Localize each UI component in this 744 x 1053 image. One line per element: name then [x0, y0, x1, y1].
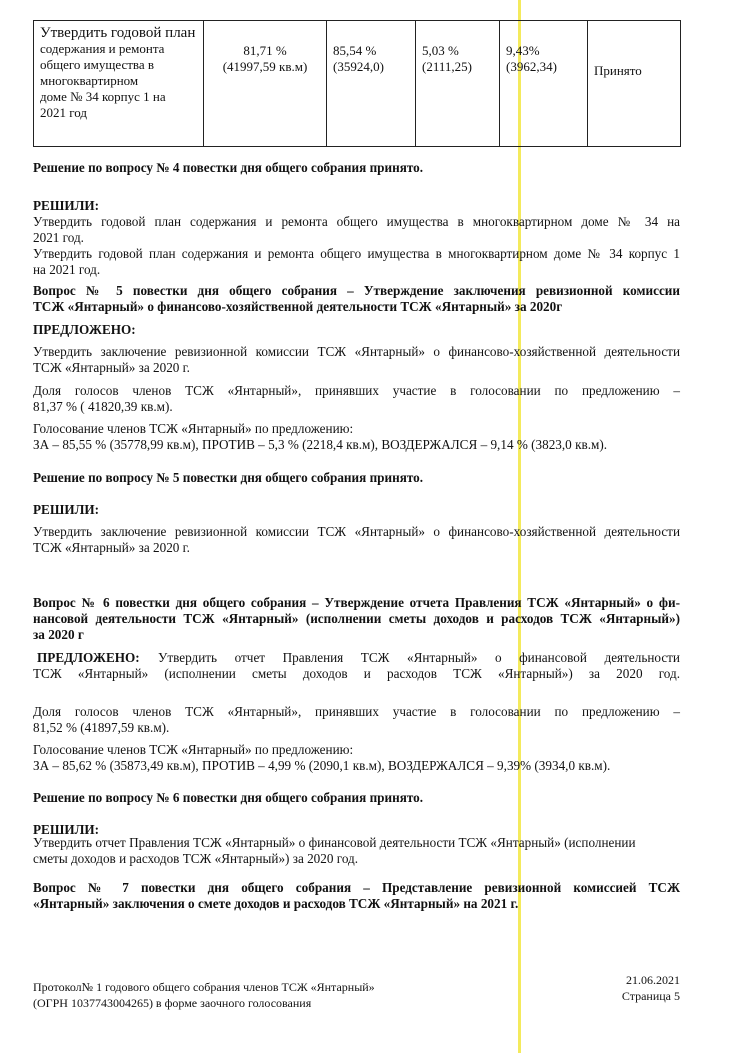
abstained-percent: 9,43% [506, 43, 540, 58]
participated-cell [204, 21, 327, 147]
q6-proposed-line: ТСЖ «Янтарный» (исполнении сметы доходов и расходов ТСЖ «Янтарный») за 2020 год. [33, 666, 680, 681]
question-line: многоквартирном [40, 73, 139, 88]
footer-ogrn: (ОГРН 1037743004265) в форме заочного голосования [33, 996, 312, 1010]
q5-resolved-line: Утвердить заключение ревизионной комиссии ТСЖ «Янтарный» о финансово-хозяйственной деятельности [33, 524, 680, 539]
q5-resolved-line: ТСЖ «Янтарный» за 2020 г. [33, 540, 190, 555]
for-cell [327, 21, 416, 147]
for-area: (35924,0) [333, 59, 384, 74]
q5-share-line: 81,37 % ( 41820,39 кв.м). [33, 399, 173, 414]
q4-resolved-line: Утвердить годовой план содержания и ремонта общего имущества в многоквартирном доме № 34 корпус 1 [33, 246, 680, 261]
abstained-area: (3962,34) [506, 59, 557, 74]
q5-vote-line: Голосование членов ТСЖ «Янтарный» по предложению: [33, 421, 354, 436]
q4-resolved-line: на 2021 год. [33, 262, 101, 277]
question-line: общего имущества в [40, 57, 155, 72]
q6-resolved-line: сметы доходов и расходов ТСЖ «Янтарный») за 2020 год. [33, 851, 359, 866]
footer-date: 21.06.2021 [626, 973, 680, 987]
voting-results-table [33, 20, 681, 147]
participated-percent: 81,71 % [243, 43, 287, 58]
q4-resolved-label: РЕШИЛИ: [33, 198, 100, 213]
question-line: 2021 год [40, 105, 87, 120]
q5-decision: Решение по вопросу № 5 повестки дня общего собрания принято. [33, 470, 424, 485]
table-row [34, 21, 681, 147]
abstained-cell [500, 21, 588, 147]
result-cell [588, 21, 681, 147]
q5-resolved-label: РЕШИЛИ: [33, 502, 100, 517]
q6-heading: Вопрос № 6 повестки дня общего собрания – Утверждение отчета Правления ТСЖ «Янтарный» о фи- [33, 595, 680, 610]
q6-decision: Решение по вопросу № 6 повестки дня общего собрания принято. [33, 790, 424, 805]
against-percent: 5,03 % [422, 43, 459, 58]
question-cell [34, 21, 204, 147]
q4-resolved-line: 2021 год. [33, 230, 84, 245]
q6-share-line: Доля голосов членов ТСЖ «Янтарный», принявших участие в голосовании по предложению – [33, 704, 680, 719]
for-percent: 85,54 % [333, 43, 377, 58]
q5-proposed-line: Утвердить заключение ревизионной комиссии ТСЖ «Янтарный» о финансово-хозяйственной деятельности [33, 344, 680, 359]
q5-vote-line: ЗА – 85,55 % (35778,99 кв.м), ПРОТИВ – 5,3 % (2218,4 кв.м), ВОЗДЕРЖАЛСЯ – 9,14 % (3823,0 кв.м). [33, 437, 608, 452]
q7-heading: Вопрос № 7 повестки дня общего собрания – Представление ревизионной комиссией ТСЖ [33, 880, 680, 895]
q5-heading: Вопрос № 5 повестки дня общего собрания – Утверждение заключения ревизионной комиссии [33, 283, 680, 298]
q6-resolved-line: Утвердить отчет Правления ТСЖ «Янтарный» о финансовой деятельности ТСЖ «Янтарный» (исполнении [33, 835, 636, 850]
q4-decision: Решение по вопросу № 4 повестки дня общего собрания принято. [33, 160, 424, 175]
q5-share-line: Доля голосов членов ТСЖ «Янтарный», принявших участие в голосовании по предложению – [33, 383, 680, 398]
q6-proposed-label: ПРЕДЛОЖЕНО: [37, 650, 140, 665]
q5-heading: ТСЖ «Янтарный» о финансово-хозяйственной деятельности ТСЖ «Янтарный» за 2020г [33, 299, 563, 314]
question-line: содержания и ремонта [40, 41, 165, 56]
q6-vote-line: ЗА – 85,62 % (35873,49 кв.м), ПРОТИВ – 4,99 % (2090,1 кв.м), ВОЗДЕРЖАЛСЯ – 9,39% (3934,0 кв.м). [33, 758, 611, 773]
q5-proposed-label: ПРЕДЛОЖЕНО: [33, 322, 136, 337]
q7-heading: «Янтарный» заключения о смете доходов и расходов ТСЖ «Янтарный» на 2021 г. [33, 896, 519, 911]
q6-share-line: 81,52 % (41897,59 кв.м). [33, 720, 170, 735]
footer-protocol: Протокол№ 1 годового общего собрания членов ТСЖ «Янтарный» [33, 980, 375, 994]
q6-vote-line: Голосование членов ТСЖ «Янтарный» по предложению: [33, 742, 354, 757]
footer-page-number: Страница 5 [621, 989, 680, 1003]
q6-resolved-label: РЕШИЛИ: [33, 822, 100, 837]
q5-proposed-line: ТСЖ «Янтарный» за 2020 г. [33, 360, 190, 375]
q6-heading: нансовой деятельности ТСЖ «Янтарный» (исполнении сметы доходов и расходов ТСЖ «Янтарный») [33, 611, 680, 626]
against-cell [416, 21, 500, 147]
q4-resolved-line: Утвердить годовой план содержания и ремонта общего имущества в многоквартирном доме № 34 на [33, 214, 680, 229]
question-line: Утвердить годовой план [40, 25, 196, 41]
q6-proposed-line: Утвердить отчет Правления ТСЖ «Янтарный» о финансовой деятельности [158, 650, 680, 665]
q6-heading: за 2020 г [33, 627, 84, 642]
participated-area: (41997,59 кв.м) [222, 59, 308, 74]
result-text: Принято [594, 63, 642, 78]
against-area: (2111,25) [422, 59, 472, 74]
question-line: доме № 34 корпус 1 на [40, 89, 166, 104]
